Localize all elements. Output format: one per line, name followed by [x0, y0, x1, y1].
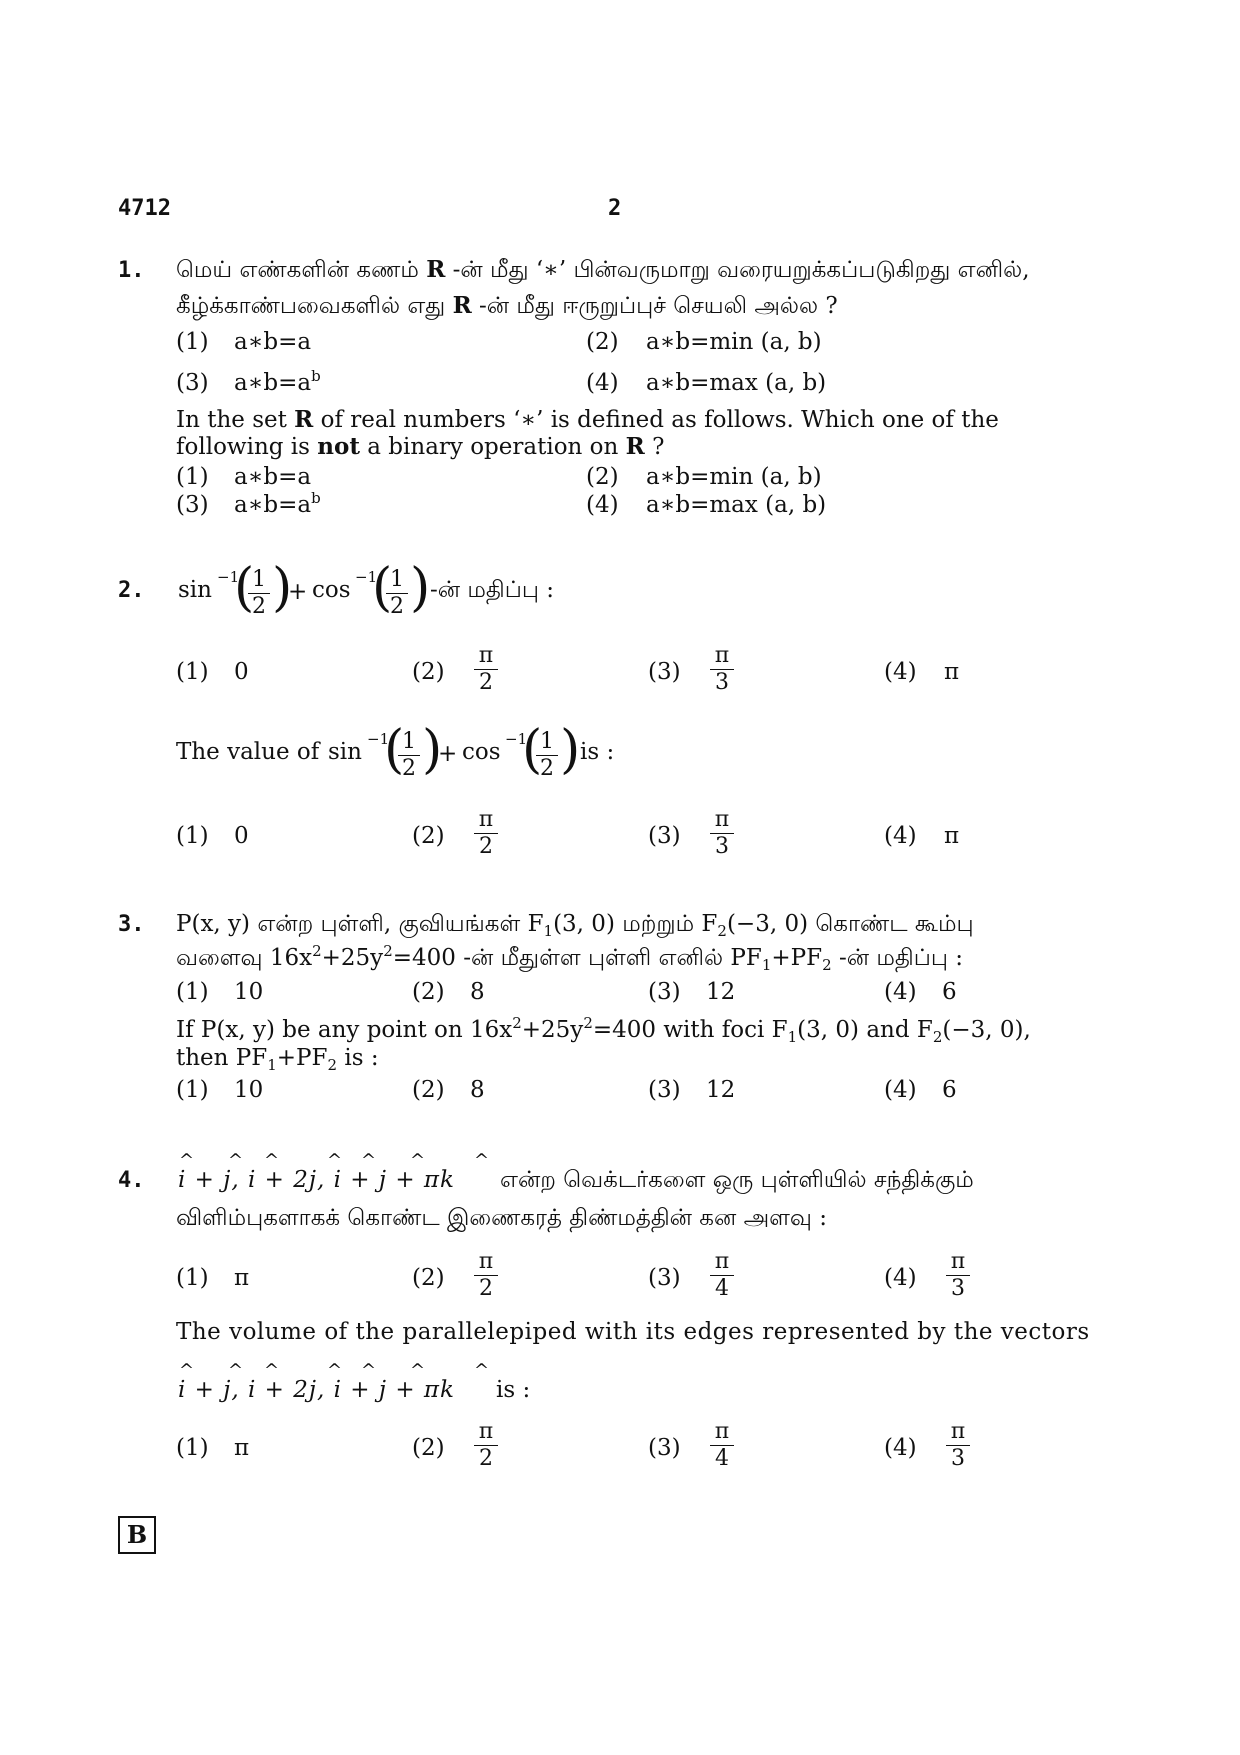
q2-ta-option-2-value: π 2	[474, 644, 498, 695]
text: (−3, 0) கொண்ட கூம்பு	[726, 911, 974, 937]
subscript: 2	[932, 1028, 943, 1046]
text: of real numbers ‘∗’ is defined as follows. Which one of the	[313, 407, 999, 433]
q3-tamil-line-1	[176, 910, 974, 938]
hat-accent: ^	[264, 1360, 280, 1381]
booklet-version-box: B	[118, 1516, 156, 1554]
q1-en-option-3-value	[234, 491, 321, 519]
text: +25y	[321, 945, 384, 971]
text: is :	[580, 739, 615, 765]
q1-english-line-2	[176, 433, 664, 461]
inverse-exponent: −1	[505, 730, 528, 748]
q1-ta-option-4-label: (4)	[586, 370, 619, 396]
q4-ta-option-4-label: (4)	[884, 1265, 917, 1291]
plus-sign: +	[288, 579, 308, 605]
text: following is	[176, 434, 318, 460]
q4-ta-option-1-value: π	[234, 1265, 250, 1291]
text: is :	[337, 1045, 379, 1071]
q2-ta-option-2-label: (2)	[412, 659, 445, 685]
q4-ta-option-2-label: (2)	[412, 1265, 445, 1291]
fraction-one-half: 1 2	[398, 730, 420, 781]
set-r: R	[452, 292, 472, 319]
q1-en-option-3-label: (3)	[176, 492, 209, 518]
q3-ta-option-4-label: (4)	[884, 979, 917, 1005]
q2-en-option-1-value: 0	[234, 823, 249, 849]
text: +25y	[521, 1017, 584, 1043]
q1-en-option-4-label: (4)	[586, 492, 619, 518]
paper-code: 4712	[118, 196, 171, 221]
q3-english-line-2	[176, 1044, 379, 1072]
inverse-exponent: −1	[367, 730, 390, 748]
q4-tamil-line-1: என்ற வெக்டர்களை ஒரு புள்ளியில் சந்திக்கும்	[500, 1167, 974, 1193]
q1-ta-option-2-label: (2)	[586, 329, 619, 355]
text: -ன் மதிப்பு :	[430, 577, 555, 603]
page-number: 2	[608, 196, 622, 221]
q2-en-option-2-value: π 2	[474, 808, 498, 859]
q4-en-option-1-value: π	[234, 1435, 250, 1461]
text: வளைவு 16x	[176, 945, 313, 971]
q4-ta-option-4-value: π 3	[946, 1250, 970, 1301]
hat-accent: ^	[264, 1150, 280, 1171]
q4-en-option-2-label: (2)	[412, 1435, 445, 1461]
text: a binary operation on	[359, 434, 626, 460]
q2-en-option-3-label: (3)	[648, 823, 681, 849]
q3-ta-option-3-value: 12	[706, 979, 736, 1005]
subscript: 2	[327, 1056, 338, 1074]
text: -ன் மீது ஈருறுப்புச் செயலி அல்ல ?	[471, 293, 838, 319]
text: a∗b=a	[234, 492, 312, 518]
q2-ta-option-1-value: 0	[234, 659, 249, 685]
q3-en-option-4-value: 6	[942, 1077, 957, 1103]
q4-en-option-1-label: (1)	[176, 1435, 209, 1461]
q4-english-vector-expression	[176, 1362, 556, 1406]
plus-sign: +	[438, 741, 458, 767]
vector-list: i + j, i + 2j, i + j + πk	[178, 1377, 455, 1403]
inverse-exponent: −1	[355, 568, 378, 586]
cos-function: cos	[312, 577, 351, 603]
hat-accent: ^	[228, 1360, 244, 1381]
inverse-exponent: −1	[217, 568, 240, 586]
q1-en-option-1-label: (1)	[176, 464, 209, 490]
subscript: 2	[822, 956, 832, 974]
text: +PF	[276, 1045, 328, 1071]
vector-list: i + j, i + 2j, i + j + πk	[178, 1167, 455, 1193]
q2-ta-option-3-label: (3)	[648, 659, 681, 685]
q4-ta-option-2-value: π 2	[474, 1250, 498, 1301]
q1-en-option-4-value: a∗b=max (a, b)	[646, 492, 827, 518]
q3-ta-option-3-label: (3)	[648, 979, 681, 1005]
hat-accent: ^	[361, 1360, 377, 1381]
exponent: b	[311, 489, 321, 507]
q1-ta-option-4-value: a∗b=max (a, b)	[646, 370, 827, 396]
q4-english-line-1: The volume of the parallelepiped with its edges represented by the vectors	[176, 1319, 1090, 1345]
fraction-one-half: 1 2	[536, 730, 558, 781]
text: P(x, y) என்ற புள்ளி, குவியங்கள் F	[176, 911, 544, 937]
q2-ta-option-3-value: π 3	[710, 644, 734, 695]
text: is :	[496, 1377, 531, 1403]
q3-ta-option-2-label: (2)	[412, 979, 445, 1005]
q3-en-option-2-label: (2)	[412, 1077, 445, 1103]
q1-ta-option-1-value: a∗b=a	[234, 329, 312, 355]
question-3-number: 3.	[118, 912, 145, 937]
q3-ta-option-2-value: 8	[470, 979, 485, 1005]
q3-ta-option-1-value: 10	[234, 979, 264, 1005]
hat-accent: ^	[179, 1360, 195, 1381]
q3-ta-option-1-label: (1)	[176, 979, 209, 1005]
q2-english-expression: The value of sin −1 ( 1 2 ) + cos −1 ( 1 2 ) is :	[176, 720, 615, 781]
q3-ta-option-4-value: 6	[942, 979, 957, 1005]
q2-tamil-expression: sin −1 ( 1 2 ) + cos −1 ( 1 2 ) -ன் மதிப்பு :	[178, 558, 555, 619]
hat-accent: ^	[327, 1360, 343, 1381]
hat-accent: ^	[474, 1360, 490, 1381]
fraction-one-half: 1 2	[386, 568, 408, 619]
question-1-number: 1.	[118, 258, 145, 283]
q4-en-option-4-label: (4)	[884, 1435, 917, 1461]
q3-en-option-3-label: (3)	[648, 1077, 681, 1103]
question-4-number: 4.	[118, 1168, 145, 1193]
q1-ta-option-1-label: (1)	[176, 329, 209, 355]
q3-tamil-line-2	[176, 944, 963, 972]
subscript: 1	[267, 1056, 277, 1074]
q2-en-option-3-value: π 3	[710, 808, 734, 859]
q1-ta-option-3-label: (3)	[176, 370, 209, 396]
q4-en-option-3-label: (3)	[648, 1435, 681, 1461]
text: In the set	[176, 407, 295, 433]
hat-accent: ^	[361, 1150, 377, 1171]
text: (−3, 0),	[942, 1017, 1031, 1043]
text: then PF	[176, 1045, 268, 1071]
q4-ta-option-3-label: (3)	[648, 1265, 681, 1291]
q1-english-line-1	[176, 406, 999, 434]
q2-en-option-4-label: (4)	[884, 823, 917, 849]
q4-vector-expression	[176, 1152, 496, 1196]
hat-accent: ^	[410, 1360, 426, 1381]
text: =400 with foci F	[592, 1017, 788, 1043]
q4-ta-option-3-value: π 4	[710, 1250, 734, 1301]
q1-en-option-2-value: a∗b=min (a, b)	[646, 464, 822, 490]
q4-en-option-3-value: π 4	[710, 1420, 734, 1471]
exponent: 2	[583, 1014, 593, 1032]
text: ?	[644, 434, 665, 460]
text: -ன் மதிப்பு :	[831, 945, 964, 971]
q2-ta-option-4-value: π	[944, 659, 960, 685]
q1-ta-option-2-value: a∗b=min (a, b)	[646, 329, 822, 355]
q1-en-option-1-value: a∗b=a	[234, 464, 312, 490]
set-r: R	[294, 406, 314, 433]
subscript: 1	[761, 956, 772, 974]
q1-en-option-2-label: (2)	[586, 464, 619, 490]
exponent: 2	[512, 1014, 522, 1032]
text: =400 -ன் மீதுள்ள புள்ளி எனில் PF	[392, 945, 762, 971]
q3-english-line-1	[176, 1016, 1031, 1044]
emphasis-not: not	[317, 433, 360, 460]
hat-accent: ^	[327, 1150, 343, 1171]
q3-en-option-2-value: 8	[470, 1077, 485, 1103]
text: -ன் மீது ‘∗’ பின்வருமாறு வரையறுக்கப்படுகிறது எனில்,	[445, 257, 1030, 283]
hat-accent: ^	[474, 1150, 490, 1171]
q1-tamil-line-1	[176, 256, 1030, 284]
q4-en-option-4-value: π 3	[946, 1420, 970, 1471]
question-2-number: 2.	[118, 578, 145, 603]
set-r: R	[625, 433, 645, 460]
exponent: 2	[312, 942, 322, 960]
q3-en-option-1-label: (1)	[176, 1077, 209, 1103]
sin-function: sin	[178, 577, 212, 603]
cos-function: cos	[462, 739, 501, 765]
q2-en-option-1-label: (1)	[176, 823, 209, 849]
exponent: b	[311, 367, 321, 385]
q3-en-option-1-value: 10	[234, 1077, 264, 1103]
q1-tamil-line-2	[176, 292, 838, 320]
q2-en-option-2-label: (2)	[412, 823, 445, 849]
text: (3, 0) மற்றும் F	[553, 911, 718, 937]
text: If P(x, y) be any point on 16x	[176, 1017, 513, 1043]
hat-accent: ^	[228, 1150, 244, 1171]
hat-accent: ^	[410, 1150, 426, 1171]
q3-en-option-4-label: (4)	[884, 1077, 917, 1103]
subscript: 2	[717, 922, 727, 940]
text: The value of	[176, 739, 320, 765]
sin-function: sin	[328, 739, 362, 765]
text: (3, 0) and F	[797, 1017, 933, 1043]
q1-ta-option-3-value	[234, 369, 321, 397]
q4-tamil-line-2: விளிம்புகளாகக் கொண்ட இணைகரத் திண்மத்தின் கன அளவு :	[176, 1205, 828, 1231]
q2-en-option-4-value: π	[944, 823, 960, 849]
fraction-one-half: 1 2	[248, 568, 270, 619]
q4-en-option-2-value: π 2	[474, 1420, 498, 1471]
text: a∗b=a	[234, 370, 312, 396]
q2-ta-option-4-label: (4)	[884, 659, 917, 685]
q3-en-option-3-value: 12	[706, 1077, 736, 1103]
hat-accent: ^	[179, 1150, 195, 1171]
subscript: 1	[543, 922, 554, 940]
text: மெய் எண்களின் கணம்	[176, 257, 427, 283]
exponent: 2	[383, 942, 393, 960]
text: கீழ்க்காண்பவைகளில் எது	[176, 293, 453, 319]
subscript: 1	[787, 1028, 798, 1046]
q2-ta-option-1-label: (1)	[176, 659, 209, 685]
q4-ta-option-1-label: (1)	[176, 1265, 209, 1291]
set-r: R	[426, 256, 446, 283]
text: +PF	[771, 945, 823, 971]
